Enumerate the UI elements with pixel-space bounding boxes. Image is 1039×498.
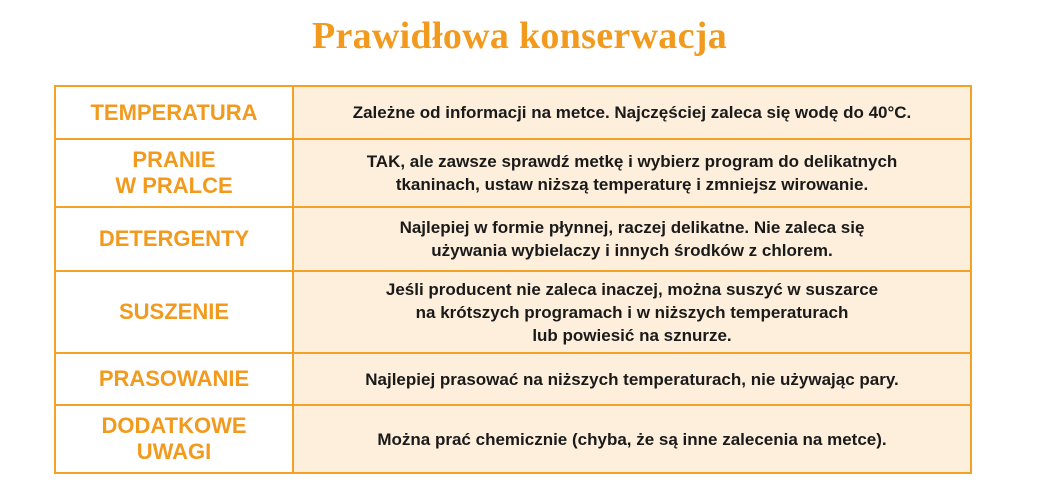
- table-row-additional-notes: [56, 406, 970, 472]
- row-label: TEMPERATURA: [56, 87, 294, 138]
- page-title: Prawidłowa konserwacja: [311, 15, 728, 57]
- row-label: DODATKOWE UWAGI: [56, 406, 294, 472]
- row-value: Najlepiej w formie płynnej, raczej delikatne. Nie zaleca się używania wybielaczy i innych środków z chlorem.: [294, 208, 970, 270]
- table-row-temperature: [56, 87, 970, 140]
- table-row-ironing: [56, 354, 970, 406]
- care-table: [54, 85, 972, 474]
- table-row-washing-machine: [56, 140, 970, 208]
- table-row-drying: [56, 272, 970, 354]
- row-label: PRASOWANIE: [56, 354, 294, 404]
- row-value: Zależne od informacji na metce. Najczęściej zaleca się wodę do 40°C.: [294, 87, 970, 138]
- row-value: Najlepiej prasować na niższych temperaturach, nie używając pary.: [294, 354, 970, 404]
- table-row-detergents: [56, 208, 970, 272]
- row-value: Można prać chemicznie (chyba, że są inne zalecenia na metce).: [294, 406, 970, 472]
- row-label: PRANIE W PRALCE: [56, 140, 294, 206]
- row-label: DETERGENTY: [56, 208, 294, 270]
- row-label: SUSZENIE: [56, 272, 294, 352]
- row-value: TAK, ale zawsze sprawdź metkę i wybierz program do delikatnych tkaninach, ustaw niższą temperaturę i zmniejsz wirowanie.: [294, 140, 970, 206]
- row-value: Jeśli producent nie zaleca inaczej, można suszyć w suszarce na krótszych programach i w niższych temperaturach lub powiesić na sznurze.: [294, 272, 970, 352]
